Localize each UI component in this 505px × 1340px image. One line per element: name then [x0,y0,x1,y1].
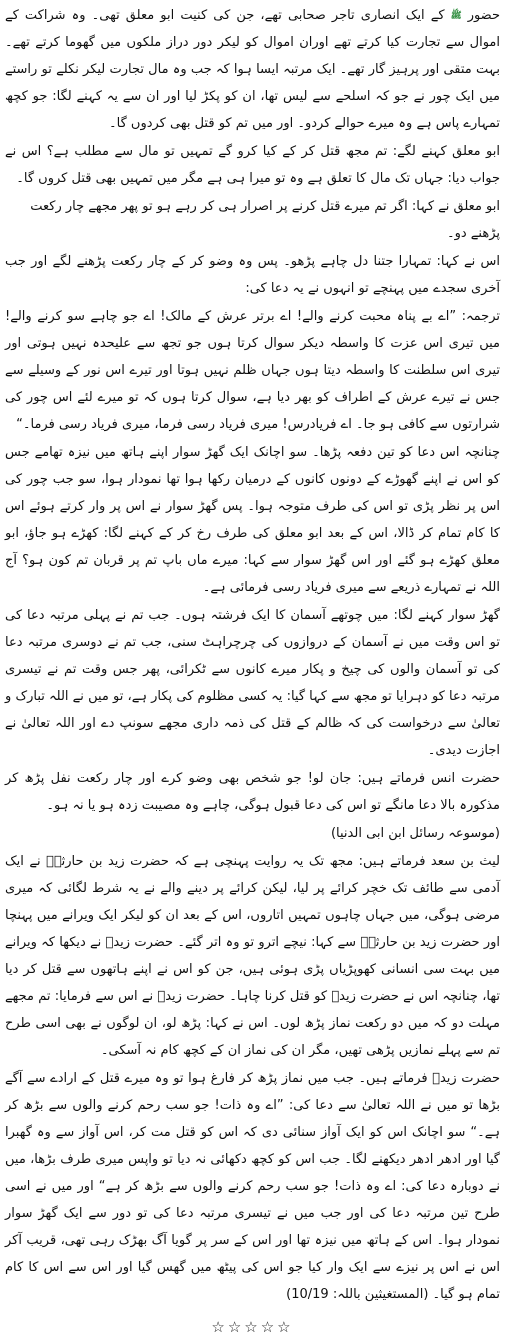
paragraph-6: چنانچہ اس دعا کو تین دفعہ پڑھا۔ سو اچانک ایک گھڑ سوار اپنے ہاتھ میں نیزہ تھامے جس کو اس نے اپنے گھوڑے کے دونوں کانوں کے درمیان رکھا ہوا تھا نمودار ہوا، سو جب چور کی اس پر نظر پڑی تو اس کی طرف متوجہ ہوا۔ پس گھڑ سوار نے اس پر وار کرتے ہوئے اس کا کام تمام کر ڈالا، اس کے بعد ابو معلق کی طرف رخ کر کے کہنے لگا: کھڑے ہو جاؤ، ابو معلق کھڑے ہو گئے اور اس گھڑ سوار سے کہا: میرے ماں باپ تم پر قربان تم کون ہو؟ آج اللہ نے تمہارے ذریعے سے میری فریاد رسی فرمائی ہے۔ [5,445,500,595]
paragraph-5-translation: ترجمہ: ”اے بے پناہ محبت کرنے والے! اے برتر عرش کے مالک! اے جو چاہے سو کرنے والے! میں تیری اس عزت کا واسطہ دیکر سوال کرتا ہوں جو تجھ سے علیحدہ نہیں ہوتی اور تیری اس سلطنت کا واسطہ دیتا ہوں جہاں ظلم نہیں ہوتا اور تیرے اس نور کے وسیلے سے جس نے تیرے عرش کے اطراف کو بھر دیا ہے، سوال کرتا ہوں کہ تو میرے لئے اس چور کی شرارتوں سے کافی ہو جا۔ اے فریادرس! میری فریاد رسی فرما، میری فریاد رسی فرما۔“ [5,309,500,432]
salutation-seal: ﷺ [450,10,462,21]
paragraph-9: لیث بن سعد فرماتے ہیں: مجھ تک یہ روایت پہنچی ہے کہ حضرت زید بن حارثہؓ نے ایک آدمی سے طائف تک خچر کرائے پر لیا، لیکن کرائے پر دینے والے نے یہ شرط لگائی کہ میری مرضی ہوگی، میں جہاں چاہوں تمہیں اتاروں، اس کے بعد ان کو لیکر ایک ویرانے میں پہنچا اور حضرت زید بن حارثہؓ سے کہا: نیچے اترو تو وہ اتر گئے۔ حضرت زیدؓ نے دیکھا کہ ویرانے میں بہت سی انسانی کھوپڑیاں پڑی ہوئی ہیں، جن کو اس نے اپنے ہاتھوں سے قتل کر دیا تھا، چنانچہ اس نے حضرت زیدؓ کو قتل کرنا چاہا۔ حضرت زیدؓ نے اس سے فرمایا: تم مجھے مہلت دو کہ میں دو رکعت نماز پڑھ لوں۔ اس نے کہا: پڑھ لو، ان لوگوں نے بھی اسی طرح تم سے پہلے نمازیں پڑھی تھیں، مگر ان کی نماز ان کے کچھ کام نہ آسکی۔ [5,854,500,1058]
section-separator-stars: ☆☆☆☆☆ [211,1318,294,1336]
paragraph-3: ابو معلق نے کہا: اگر تم میرے قتل کرنے پر اصرار ہی کر رہے ہو تو پھر مجھے چار رکعت پڑھنے دو۔ [30,199,500,241]
paragraph-1-lead: حضور [467,8,500,23]
paragraph-4: اس نے کہا: تمہارا جتنا دل چاہے پڑھو۔ پس وہ وضو کر کے چار رکعت پڑھنے لگے اور جب آخری سجدے میں پہنچے تو انہوں نے یہ دعا کی: [5,254,500,296]
paragraph-1-text: کے ایک انصاری تاجر صحابی تھے، جن کی کنیت ابو معلق تھی۔ وہ شراکت کے اموال سے تجارت کیا کرتے تھے اوران اموال کو لیکر دور دراز ملکوں میں گھوما کرتے تھے۔ بہت متقی اور پرہیز گار تھے۔ ایک مرتبہ ایسا ہوا کہ جب وہ مال تجارت لیکر نکلے تو راستے میں ایک چور نے جو کہ اسلحے سے لیس تھا، ان کو پکڑ لیا اور ان سے یہ کہنے لگا: جو کچھ تمہارے پاس ہے وہ میرے حوالے کردو۔ اور میں تم کو قتل بھی کردوں گا۔ [5,8,500,131]
paragraph-10: حضرت زیدؓ فرماتے ہیں۔ جب میں نماز پڑھ کر فارغ ہوا تو وہ میرے قتل کے ارادے سے آگے بڑھا تو میں نے اللہ تعالیٰ سے دعا کی: ”اے وہ ذات! جو سب رحم کرنے والوں سے بڑھ کر ہے۔“ سو اچانک اس کو ایک آواز سنائی دی کہ اس کو قتل مت کر، اس آواز سے وہ گھبرا گیا اور ادھر ادھر دیکھنے لگا۔ جب اس کو کچھ دکھائی نہ دیا تو واپس میری طرف بڑھا، میں نے دوبارہ دعا کی: اے وہ ذات! جو سب رحم کرنے والوں سے بڑھ کر ہے“ اور میں نے اسی طرح تین مرتبہ دعا کی اور جب میں نے تیسری مرتبہ دعا کی تو دور سے ایک گھڑ سوار نمودار ہوا۔ اس کے ہاتھ میں نیزہ تھا اور اس کے سر پر گویا آگ بھڑک رہی تھی، قریب آکر اس نے اس پر نیزے سے ایک وار کیا جو اس کی پیٹھ میں گھس گیا اور اس سے اس کا کام تمام ہو گیا۔ (المستغیثین باللہ: 10/19) [5,1071,500,1302]
paragraph-2: ابو معلق کہنے لگے: تم مجھ قتل کر کے کیا کرو گے تمہیں تو مال سے مطلب ہے؟ اس نے جواب دیا: جہاں تک مال کا تعلق ہے وہ تو میرا ہی ہے مگر میں تمہیں بھی قتل کروں گا۔ [5,144,500,186]
paragraph-1 [5,2,500,137]
paragraph-7: گھڑ سوار کہنے لگا: میں چوتھے آسمان کا ایک فرشتہ ہوں۔ جب تم نے پہلی مرتبہ دعا کی تو اس وقت میں نے آسمان کے دروازوں کی چرچراہٹ سنی، جب تم نے دوسری مرتبہ دعا کی تو آسمان والوں کی چیخ و پکار میرے کانوں سے ٹکرائی، پھر جس وقت تم نے تیسری مرتبہ دعا کو دہرایا تو مجھ سے کہا گیا: یہ کسی مظلوم کی پکار ہے، تو میں نے اللہ تبارک و تعالیٰ سے درخواست کی کہ ظالم کے قتل کی ذمہ داری مجھے سونپ دے اور اللہ تعالیٰ نے اجازت دیدی۔ [5,608,500,758]
paragraph-8: حضرت انس فرماتے ہیں: جان لو! جو شخص بھی وضو کرے اور چار رکعت نفل پڑھ کر مذکورہ بالا دعا مانگے تو اس کی دعا قبول ہوگی، چاہے وہ مصیبت زدہ ہو یا نہ ہو۔ [5,771,500,813]
reference-citation: (موسوعہ رسائل ابن ابی الدنیا) [330,826,500,841]
